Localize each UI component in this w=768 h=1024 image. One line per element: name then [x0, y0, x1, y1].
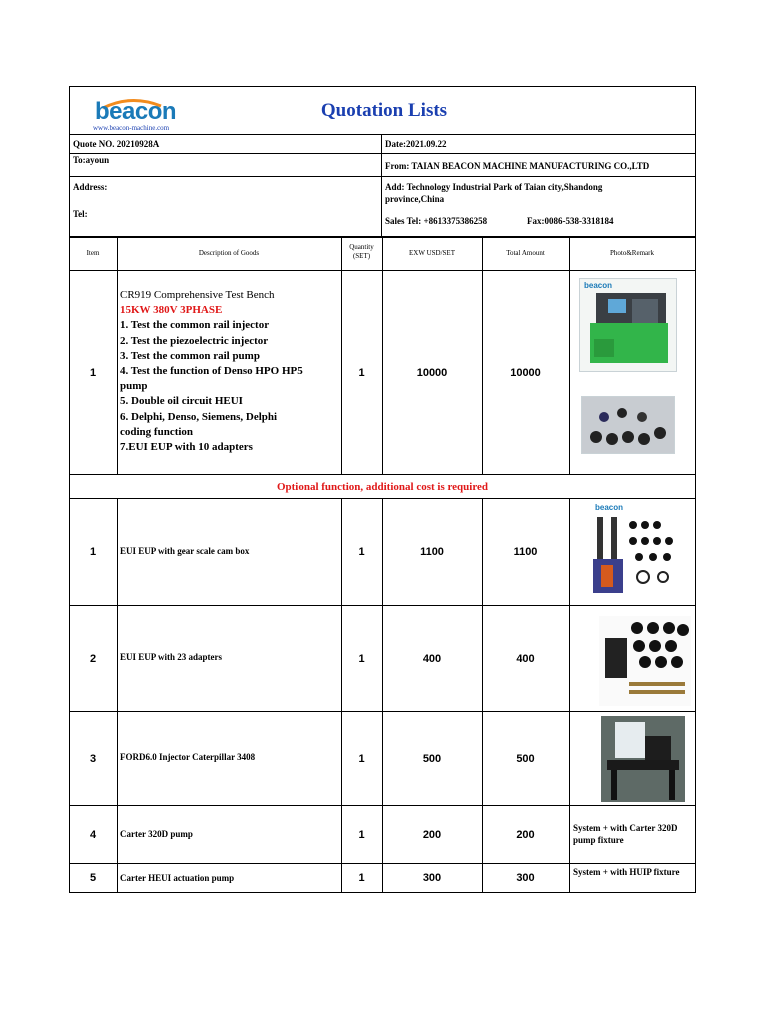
- opt-item-3-price: 500: [422, 752, 442, 765]
- company-address-line2: province,China: [385, 194, 445, 204]
- opt-item-2-desc: EUI EUP with 23 adapters: [120, 652, 223, 662]
- feature-7: 7.EUI EUP with 10 adapters: [120, 441, 253, 454]
- logo-text: beacon: [95, 98, 177, 125]
- col-header-qty: Quantity (SET): [349, 243, 374, 260]
- opt-item-2-qty: 1: [358, 652, 365, 665]
- col-header-item: Item: [86, 249, 100, 257]
- test-bench-photo: beacon: [579, 278, 677, 372]
- col-header-photo: Photo&Remark: [610, 249, 654, 257]
- main-item-total: 10000: [510, 366, 541, 379]
- opt-item-4-total: 200: [516, 828, 535, 841]
- border-top: [69, 86, 696, 87]
- opt-item-2-no: 2: [89, 652, 97, 665]
- opt-item-1-qty: 1: [358, 546, 365, 558]
- tel-label: Tel:: [73, 209, 88, 219]
- col-header-total: Total Amount: [506, 249, 545, 257]
- opt-item-3-no: 3: [89, 752, 97, 765]
- address-label: Address:: [73, 182, 108, 192]
- opt-item-1-no: 1: [89, 546, 97, 558]
- main-item-power: 15KW 380V 3PHASE: [120, 304, 223, 317]
- feature-3: 3. Test the common rail pump: [120, 349, 260, 362]
- feature-6: 6. Delphi, Denso, Siemens, Delphi: [120, 410, 278, 423]
- opt-item-4-no: 4: [89, 828, 97, 841]
- fax-number: Fax:0086-538-3318184: [527, 216, 614, 226]
- divider: [69, 176, 696, 177]
- feature-1: 1. Test the common rail injector: [120, 319, 270, 332]
- opt-item-4-qty: 1: [358, 828, 365, 841]
- feature-5: 5. Double oil circuit HEUI: [120, 395, 243, 408]
- main-item-price: 10000: [416, 366, 448, 379]
- col-header-price: EXW USD/SET: [409, 249, 455, 257]
- col-header-desc: Description of Goods: [198, 249, 260, 257]
- optional-banner: Optional function, additional cost is required: [70, 475, 695, 498]
- main-item-description: [120, 288, 340, 455]
- opt-item-4-desc: Carter 320D pump: [120, 829, 193, 839]
- cam-box-photo: beacon: [581, 503, 689, 599]
- opt-item-1-price: 1100: [420, 546, 444, 558]
- opt-item-4-price: 200: [422, 828, 442, 841]
- opt-item-3-total: 500: [516, 752, 535, 765]
- main-item-qty: 1: [358, 366, 365, 379]
- page-title: Quotation Lists: [320, 100, 448, 121]
- sales-tel: Sales Tel: +8613375386258: [385, 216, 488, 226]
- main-item-no: 1: [89, 366, 97, 379]
- company-logo: [91, 94, 201, 134]
- feature-4-cont: pump: [120, 380, 148, 393]
- quote-date: Date:2021.09.22: [385, 139, 447, 149]
- opt-item-3-desc: FORD6.0 Injector Caterpillar 3408: [120, 752, 256, 762]
- sender: From: TAIAN BEACON MACHINE MANUFACTURING CO.,LTD: [385, 161, 650, 171]
- column-divider: [569, 236, 570, 892]
- company-address-line1: Add: Technology Industrial Park of Taian city,Shandong: [385, 182, 603, 192]
- ford-injector-photo: [601, 716, 685, 802]
- adapters-23-photo: [599, 616, 691, 706]
- opt-item-1-desc: EUI EUP with gear scale cam box: [120, 546, 250, 556]
- opt-item-5-qty: 1: [358, 872, 365, 884]
- opt-item-2-price: 400: [422, 652, 442, 665]
- adapters-photo: [581, 396, 675, 454]
- opt-item-1-total: 1100: [513, 546, 538, 558]
- opt-item-5-no: 5: [89, 872, 97, 884]
- divider: [381, 134, 382, 236]
- opt-item-5-price: 300: [422, 872, 442, 884]
- adapters-23-icon: [599, 616, 691, 706]
- feature-6-cont: coding function: [120, 425, 194, 438]
- divider: [69, 134, 696, 135]
- divider: [69, 153, 696, 154]
- border-right: [695, 86, 696, 892]
- column-divider: [117, 236, 118, 892]
- opt-item-3-qty: 1: [358, 752, 365, 765]
- opt-item-5-total: 300: [516, 872, 535, 884]
- feature-2: 2. Test the piezoelectric injector: [120, 334, 269, 347]
- quote-number: Quote NO. 20210928A: [73, 139, 160, 149]
- test-bench-icon: [580, 279, 676, 371]
- recipient: To:ayoun: [73, 155, 110, 165]
- logo-url: www.beacon-machine.com: [93, 124, 170, 132]
- opt-item-5-desc: Carter HEUI actuation pump: [120, 873, 235, 883]
- cam-box-icon: [581, 503, 689, 599]
- opt-item-5-remark: System + with HUIP fixture: [573, 867, 680, 877]
- divider: [69, 892, 696, 893]
- opt-item-4-remark: System + with Carter 320D pump fixture: [573, 823, 678, 845]
- adapters-icon: [582, 397, 674, 453]
- feature-4: 4. Test the function of Denso HPO HP5: [120, 365, 303, 378]
- opt-item-2-total: 400: [516, 652, 535, 665]
- main-item-title: CR919 Comprehensive Test Bench: [120, 289, 275, 301]
- ford-injector-icon: [601, 716, 685, 802]
